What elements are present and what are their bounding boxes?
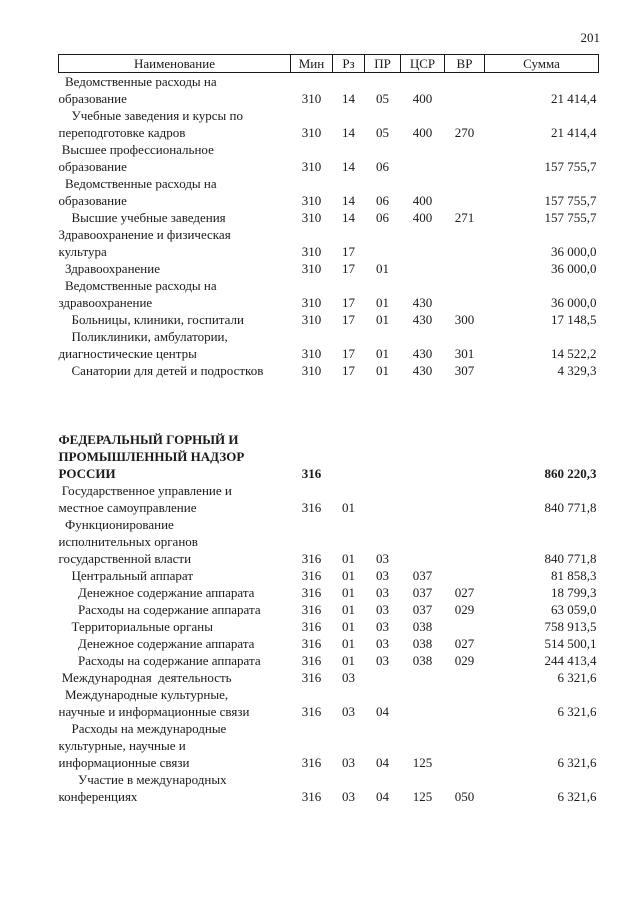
cell-name: Высшие учебные заведения bbox=[58, 210, 226, 225]
cell-pr: 06 bbox=[376, 210, 389, 225]
cell-sum: 21 414,4 bbox=[551, 91, 597, 106]
cell-vr bbox=[445, 618, 485, 635]
table-row bbox=[59, 567, 599, 584]
cell-csr bbox=[401, 516, 445, 567]
cell-sum: 840 771,8 bbox=[544, 500, 597, 515]
cell-pr: 01 bbox=[376, 312, 389, 327]
cell-csr: 430 bbox=[412, 312, 433, 327]
cell-name: Международная деятельность bbox=[58, 670, 232, 685]
table-row bbox=[59, 311, 599, 328]
cell-sum: 157 755,7 bbox=[544, 193, 597, 208]
cell-rz: 01 bbox=[342, 636, 355, 651]
cell-vr bbox=[445, 175, 485, 209]
header-rz: Рз bbox=[333, 55, 365, 73]
cell-name: Высшее профессиональное образование bbox=[58, 142, 214, 174]
table-row bbox=[59, 720, 599, 771]
cell-csr: 400 bbox=[412, 125, 433, 140]
cell-rz: 01 bbox=[342, 619, 355, 634]
cell-rz: 03 bbox=[342, 755, 355, 770]
cell-name: Ведомственные расходы на образование bbox=[58, 74, 217, 106]
cell-vr bbox=[445, 431, 485, 482]
cell-min: 316 bbox=[301, 789, 322, 804]
cell-min: 310 bbox=[301, 312, 322, 327]
cell-rz: 01 bbox=[342, 551, 355, 566]
cell-sum: 157 755,7 bbox=[544, 210, 597, 225]
cell-min: 310 bbox=[301, 346, 322, 361]
cell-pr: 03 bbox=[376, 551, 389, 566]
cell-pr bbox=[365, 669, 401, 686]
cell-csr bbox=[401, 431, 445, 482]
cell-csr bbox=[401, 260, 445, 277]
table-row bbox=[59, 686, 599, 720]
cell-sum: 6 321,6 bbox=[557, 789, 597, 804]
table-row bbox=[59, 669, 599, 686]
cell-vr bbox=[445, 567, 485, 584]
cell-csr: 037 bbox=[412, 568, 433, 583]
cell-csr bbox=[401, 669, 445, 686]
cell-rz: 14 bbox=[342, 91, 355, 106]
cell-pr: 03 bbox=[376, 568, 389, 583]
cell-rz: 03 bbox=[342, 670, 355, 685]
cell-min: 310 bbox=[301, 125, 322, 140]
cell-pr: 03 bbox=[376, 602, 389, 617]
cell-name: Расходы на международные культурные, научные и информационные связи bbox=[58, 721, 227, 770]
cell-sum: 17 148,5 bbox=[551, 312, 597, 327]
table-row bbox=[59, 277, 599, 311]
budget-table bbox=[58, 54, 599, 805]
cell-csr bbox=[401, 141, 445, 175]
table-row bbox=[59, 652, 599, 669]
cell-vr: 300 bbox=[454, 312, 475, 327]
header-csr: ЦСР bbox=[401, 55, 445, 73]
cell-csr: 038 bbox=[412, 619, 433, 634]
cell-csr bbox=[401, 482, 445, 516]
cell-sum: 18 799,3 bbox=[551, 585, 597, 600]
table-row bbox=[59, 584, 599, 601]
cell-rz: 17 bbox=[342, 312, 355, 327]
header-sum: Сумма bbox=[485, 55, 599, 73]
cell-name: Учебные заведения и курсы по переподготовке кадров bbox=[58, 108, 243, 140]
cell-pr: 06 bbox=[376, 193, 389, 208]
cell-name: ФЕДЕРАЛЬНЫЙ ГОРНЫЙ И ПРОМЫШЛЕННЫЙ НАДЗОР РОССИИ bbox=[58, 432, 245, 481]
cell-rz: 17 bbox=[342, 261, 355, 276]
table-row bbox=[59, 431, 599, 482]
cell-vr bbox=[445, 482, 485, 516]
cell-csr: 038 bbox=[412, 653, 433, 668]
cell-pr: 01 bbox=[376, 346, 389, 361]
cell-min: 316 bbox=[301, 585, 322, 600]
cell-pr: 05 bbox=[376, 125, 389, 140]
cell-vr bbox=[445, 141, 485, 175]
cell-name: Расходы на содержание аппарата bbox=[58, 653, 261, 668]
cell-rz: 03 bbox=[342, 704, 355, 719]
cell-pr: 04 bbox=[376, 755, 389, 770]
cell-name: Центральный аппарат bbox=[58, 568, 194, 583]
cell-rz: 17 bbox=[342, 363, 355, 378]
header-name: Наименование bbox=[59, 55, 291, 73]
cell-sum: 14 522,2 bbox=[551, 346, 597, 361]
cell-name: Территориальные органы bbox=[58, 619, 213, 634]
cell-vr: 270 bbox=[454, 125, 475, 140]
table-header bbox=[59, 55, 599, 73]
cell-name: Больницы, клиники, госпитали bbox=[58, 312, 244, 327]
cell-rz: 01 bbox=[342, 653, 355, 668]
cell-csr: 125 bbox=[412, 789, 433, 804]
cell-name: Денежное содержание аппарата bbox=[58, 636, 255, 651]
table-row bbox=[59, 771, 599, 805]
header-min: Мин bbox=[291, 55, 333, 73]
cell-sum: 244 413,4 bbox=[544, 653, 597, 668]
table-row bbox=[59, 618, 599, 635]
cell-min: 316 bbox=[301, 670, 322, 685]
cell-name: Здравоохранение bbox=[58, 261, 160, 276]
table-row bbox=[59, 226, 599, 260]
cell-rz bbox=[333, 431, 365, 482]
cell-vr: 027 bbox=[454, 636, 475, 651]
cell-rz: 14 bbox=[342, 125, 355, 140]
cell-pr: 03 bbox=[376, 619, 389, 634]
spacer-row bbox=[59, 379, 599, 431]
cell-pr: 03 bbox=[376, 653, 389, 668]
header-vr: ВР bbox=[445, 55, 485, 73]
cell-sum: 860 220,3 bbox=[544, 466, 597, 481]
cell-rz: 17 bbox=[342, 295, 355, 310]
cell-vr bbox=[445, 669, 485, 686]
cell-vr: 027 bbox=[454, 585, 475, 600]
cell-name: Функционирование исполнительных органов государственной власти bbox=[58, 517, 198, 566]
cell-pr: 01 bbox=[376, 363, 389, 378]
cell-vr bbox=[445, 516, 485, 567]
cell-min: 316 bbox=[301, 551, 322, 566]
cell-vr: 029 bbox=[454, 653, 475, 668]
table-row bbox=[59, 260, 599, 277]
cell-vr bbox=[445, 686, 485, 720]
cell-pr bbox=[365, 431, 401, 482]
table-row bbox=[59, 141, 599, 175]
cell-min: 310 bbox=[301, 295, 322, 310]
cell-name: Поликлиники, амбулатории, диагностические центры bbox=[58, 329, 228, 361]
table-row bbox=[59, 635, 599, 652]
table-row bbox=[59, 175, 599, 209]
cell-min: 310 bbox=[301, 193, 322, 208]
cell-pr: 01 bbox=[376, 261, 389, 276]
cell-sum: 6 321,6 bbox=[557, 755, 597, 770]
cell-pr bbox=[365, 226, 401, 260]
cell-vr: 029 bbox=[454, 602, 475, 617]
cell-rz: 03 bbox=[342, 789, 355, 804]
cell-vr bbox=[445, 226, 485, 260]
cell-name: Санатории для детей и подростков bbox=[58, 363, 264, 378]
cell-vr bbox=[445, 260, 485, 277]
cell-vr: 301 bbox=[454, 346, 475, 361]
cell-sum: 36 000,0 bbox=[551, 244, 597, 259]
cell-sum: 6 321,6 bbox=[557, 704, 597, 719]
cell-min: 316 bbox=[301, 500, 322, 515]
cell-sum: 157 755,7 bbox=[544, 159, 597, 174]
cell-min: 316 bbox=[301, 755, 322, 770]
cell-vr: 050 bbox=[454, 789, 475, 804]
cell-min: 316 bbox=[301, 704, 322, 719]
cell-min: 316 bbox=[301, 568, 322, 583]
table-row bbox=[59, 601, 599, 618]
cell-min: 310 bbox=[301, 91, 322, 106]
cell-rz: 14 bbox=[342, 210, 355, 225]
cell-min: 310 bbox=[301, 363, 322, 378]
cell-min: 310 bbox=[301, 159, 322, 174]
cell-csr: 037 bbox=[412, 602, 433, 617]
cell-csr: 400 bbox=[412, 210, 433, 225]
cell-sum: 840 771,8 bbox=[544, 551, 597, 566]
cell-pr bbox=[365, 482, 401, 516]
table-row bbox=[59, 328, 599, 362]
cell-vr: 307 bbox=[454, 363, 475, 378]
cell-vr bbox=[445, 277, 485, 311]
cell-pr: 04 bbox=[376, 789, 389, 804]
cell-sum: 36 000,0 bbox=[551, 261, 597, 276]
cell-rz: 14 bbox=[342, 159, 355, 174]
cell-min: 316 bbox=[301, 602, 322, 617]
table-body bbox=[59, 73, 599, 806]
cell-pr: 01 bbox=[376, 295, 389, 310]
table-row bbox=[59, 209, 599, 226]
cell-csr: 038 bbox=[412, 636, 433, 651]
cell-rz: 14 bbox=[342, 193, 355, 208]
cell-name: Государственное управление и местное самоуправление bbox=[58, 483, 232, 515]
cell-csr: 430 bbox=[412, 363, 433, 378]
cell-name: Международные культурные, научные и информационные связи bbox=[58, 687, 250, 719]
cell-min: 310 bbox=[301, 210, 322, 225]
cell-pr: 03 bbox=[376, 636, 389, 651]
header-pr: ПР bbox=[365, 55, 401, 73]
cell-sum: 81 858,3 bbox=[551, 568, 597, 583]
cell-rz: 17 bbox=[342, 346, 355, 361]
cell-csr bbox=[401, 686, 445, 720]
cell-pr: 06 bbox=[376, 159, 389, 174]
cell-min: 310 bbox=[301, 261, 322, 276]
cell-name: Ведомственные расходы на образование bbox=[58, 176, 217, 208]
cell-sum: 21 414,4 bbox=[551, 125, 597, 140]
cell-name: Расходы на содержание аппарата bbox=[58, 602, 261, 617]
cell-sum: 758 913,5 bbox=[544, 619, 597, 634]
cell-min: 310 bbox=[301, 244, 322, 259]
cell-pr: 05 bbox=[376, 91, 389, 106]
cell-min: 316 bbox=[301, 636, 322, 651]
page-number: 201 bbox=[580, 30, 600, 45]
cell-csr: 400 bbox=[412, 193, 433, 208]
cell-csr: 125 bbox=[412, 755, 433, 770]
cell-sum: 4 329,3 bbox=[557, 363, 597, 378]
cell-vr: 271 bbox=[454, 210, 475, 225]
cell-sum: 63 059,0 bbox=[551, 602, 597, 617]
cell-vr bbox=[445, 73, 485, 108]
cell-rz: 01 bbox=[342, 500, 355, 515]
cell-sum: 514 500,1 bbox=[544, 636, 597, 651]
cell-name: Участие в международных конференциях bbox=[58, 772, 227, 804]
cell-sum: 6 321,6 bbox=[557, 670, 597, 685]
table-row bbox=[59, 516, 599, 567]
cell-name: Здравоохранение и физическая культура bbox=[58, 227, 231, 259]
cell-min: 316 bbox=[301, 653, 322, 668]
cell-csr bbox=[401, 226, 445, 260]
cell-pr: 04 bbox=[376, 704, 389, 719]
cell-csr: 430 bbox=[412, 295, 433, 310]
cell-rz: 01 bbox=[342, 602, 355, 617]
cell-csr: 430 bbox=[412, 346, 433, 361]
cell-rz: 01 bbox=[342, 568, 355, 583]
cell-pr: 03 bbox=[376, 585, 389, 600]
cell-csr: 037 bbox=[412, 585, 433, 600]
table-row bbox=[59, 73, 599, 108]
table-row bbox=[59, 107, 599, 141]
cell-rz: 01 bbox=[342, 585, 355, 600]
cell-name: Ведомственные расходы на здравоохранение bbox=[58, 278, 217, 310]
table-row bbox=[59, 482, 599, 516]
cell-name: Денежное содержание аппарата bbox=[58, 585, 255, 600]
cell-min: 316 bbox=[301, 619, 322, 634]
cell-sum: 36 000,0 bbox=[551, 295, 597, 310]
cell-rz: 17 bbox=[342, 244, 355, 259]
spacer-cell bbox=[59, 379, 599, 431]
table-row bbox=[59, 362, 599, 379]
cell-min: 316 bbox=[301, 466, 322, 481]
cell-csr: 400 bbox=[412, 91, 433, 106]
cell-vr bbox=[445, 720, 485, 771]
